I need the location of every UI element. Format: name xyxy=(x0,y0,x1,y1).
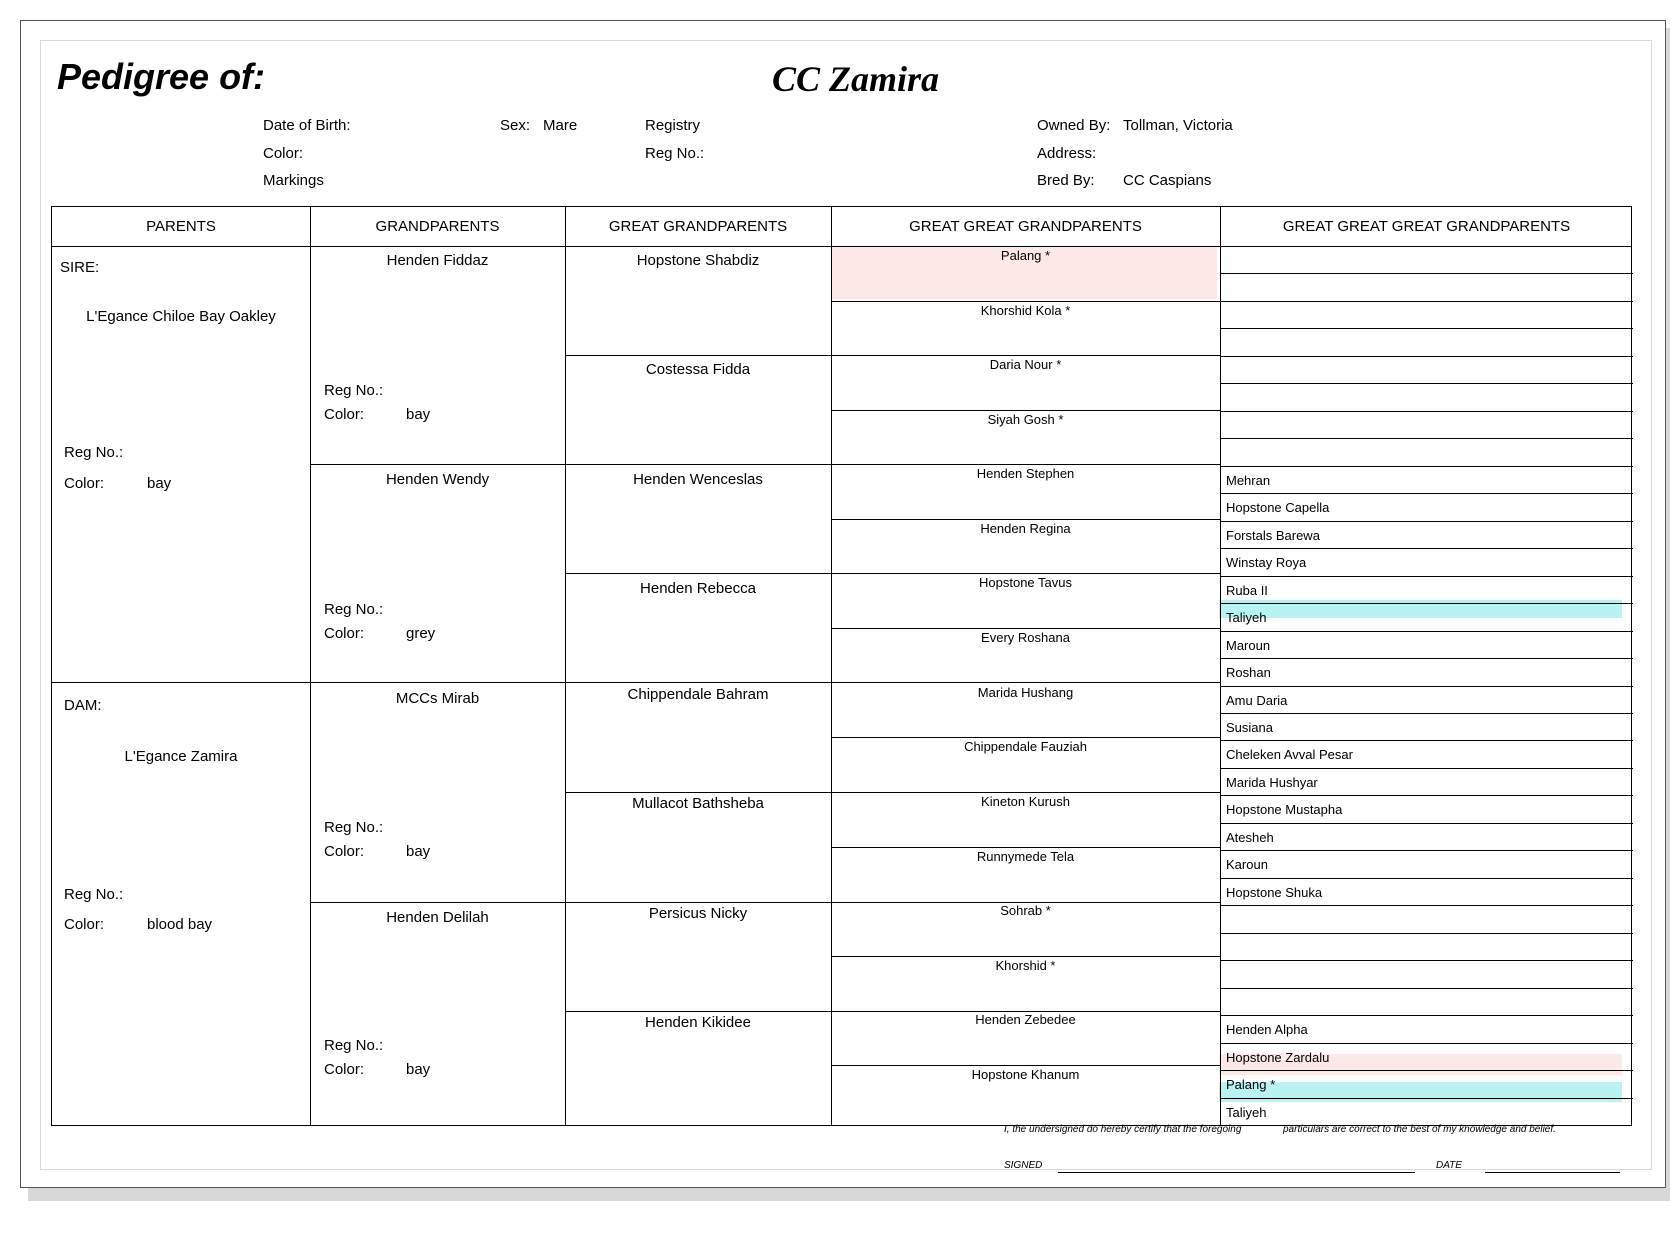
horse-name: CC Zamira xyxy=(772,59,940,99)
great-great-grandparent-name: Henden Regina xyxy=(980,521,1071,536)
row-line-parents xyxy=(52,682,1220,683)
g5-row-line xyxy=(1220,905,1633,906)
col-line-1 xyxy=(310,207,311,1125)
col-header-parents: PARENTS xyxy=(146,218,216,235)
great-great-great-grandparent-name: Palang * xyxy=(1226,1077,1276,1092)
great-great-great-grandparent-name: Maroun xyxy=(1226,638,1271,653)
great-great-great-grandparent-name xyxy=(1220,305,1633,326)
g5-row-line xyxy=(1220,603,1633,604)
grandparent-color-value: bay xyxy=(406,1061,431,1078)
great-great-great-grandparent-name: Hopstone Capella xyxy=(1226,500,1330,515)
g5-row-line xyxy=(1220,850,1633,851)
g5-row-line xyxy=(1220,1043,1633,1044)
markings-label: Markings xyxy=(263,172,324,189)
col-header-great-great-great-grandparents: GREAT GREAT GREAT GRANDPARENTS xyxy=(1282,218,1571,235)
signature-line[interactable] xyxy=(1058,1172,1415,1173)
owned-by-value: Tollman, Victoria xyxy=(1123,117,1233,134)
g5-row-line xyxy=(1220,686,1633,687)
g5-row-line xyxy=(1220,1098,1633,1099)
bred-by-value: CC Caspians xyxy=(1123,172,1212,189)
great-great-great-grandparent-name: Henden Alpha xyxy=(1226,1022,1308,1037)
great-great-great-grandparent-name: Hopstone Shuka xyxy=(1226,885,1323,900)
g5-row-line xyxy=(1220,438,1633,439)
dam-name: L'Egance Zamira xyxy=(124,748,238,765)
great-great-great-grandparent-name: Winstay Roya xyxy=(1226,555,1307,570)
grandparent-name: Henden Wendy xyxy=(385,471,490,488)
great-great-great-grandparent-name: Hopstone Mustapha xyxy=(1226,802,1343,817)
row-line-ggp-5 xyxy=(565,792,1220,793)
great-grandparent-name: Henden Wenceslas xyxy=(633,471,763,488)
sire-regno-label: Reg No.: xyxy=(64,444,124,461)
grandparent-color-value: bay xyxy=(406,843,431,860)
grandparent-name: Henden Delilah xyxy=(386,909,489,926)
row-line-gggp-1 xyxy=(831,301,1220,302)
row-line-gggp-3 xyxy=(831,410,1220,411)
g5-row-line xyxy=(1220,383,1633,384)
grandparent-color-label: Color: xyxy=(324,843,365,860)
row-line-gggp-9 xyxy=(831,737,1220,738)
row-line-gggp-15 xyxy=(831,1065,1220,1066)
col-header-great-grandparents: GREAT GRANDPARENTS xyxy=(608,218,788,235)
row-line-ggp-1 xyxy=(565,355,1220,356)
grandparent-color-value: bay xyxy=(406,406,431,423)
row-line-gggp-11 xyxy=(831,847,1220,848)
dam-color-label: Color: xyxy=(64,916,105,933)
date-line[interactable] xyxy=(1485,1172,1620,1173)
g5-row-line xyxy=(1220,301,1633,302)
pedigree-title-label: Pedigree of: xyxy=(57,56,266,97)
great-great-great-grandparent-name: Taliyeh xyxy=(1226,610,1267,625)
great-great-great-grandparent-name xyxy=(1220,415,1633,436)
great-great-grandparent-name: Hopstone Khanum xyxy=(971,1067,1080,1082)
great-great-great-grandparent-name xyxy=(1220,964,1633,985)
g5-row-line xyxy=(1220,493,1633,494)
great-great-great-grandparent-name xyxy=(1220,250,1633,271)
great-great-grandparent-name: Daria Nour * xyxy=(989,357,1062,372)
col-header-great-great-grandparents: GREAT GREAT GRANDPARENTS xyxy=(909,218,1142,235)
bred-by-label: Bred By: xyxy=(1037,172,1095,189)
great-great-great-grandparent-name xyxy=(1220,360,1633,381)
great-great-great-grandparent-name: Ruba II xyxy=(1226,583,1268,598)
great-great-grandparent-name: Henden Stephen xyxy=(976,466,1075,481)
great-great-great-grandparent-name: Susiana xyxy=(1226,720,1273,735)
great-great-great-grandparent-name: Forstals Barewa xyxy=(1226,528,1320,543)
g5-row-line xyxy=(1220,466,1633,467)
great-great-grandparent-name: Marida Hushang xyxy=(977,685,1074,700)
great-great-great-grandparent-name: Mehran xyxy=(1226,473,1271,488)
great-great-great-grandparent-name: Marida Hushyar xyxy=(1226,775,1318,790)
date-label: DATE xyxy=(1436,1160,1462,1171)
g5-row-line xyxy=(1220,356,1633,357)
grandparent-color-label: Color: xyxy=(324,1061,365,1078)
g5-row-line xyxy=(1220,658,1633,659)
row-line-gggp-7 xyxy=(831,628,1220,629)
g5-row-line xyxy=(1220,988,1633,989)
great-great-great-grandparent-name: Taliyeh xyxy=(1226,1105,1267,1120)
great-grandparent-name: Chippendale Bahram xyxy=(627,686,769,703)
great-great-great-grandparent-name: Amu Daria xyxy=(1226,693,1288,708)
row-line-gggp-5 xyxy=(831,519,1220,520)
row-line-ggp-3 xyxy=(565,573,1220,574)
g5-row-line xyxy=(1220,713,1633,714)
g5-row-line xyxy=(1220,740,1633,741)
g5-row-line xyxy=(1220,548,1633,549)
great-great-great-grandparent-name xyxy=(1220,277,1633,298)
great-great-great-grandparent-name: Atesheh xyxy=(1226,830,1274,845)
g5-row-line xyxy=(1220,933,1633,934)
great-great-grandparent-name: Chippendale Fauziah xyxy=(964,739,1087,754)
great-great-grandparent-name: Runnymede Tela xyxy=(976,849,1075,864)
g5-row-line xyxy=(1220,411,1633,412)
sire-name: L'Egance Chiloe Bay Oakley xyxy=(86,308,276,325)
great-grandparent-name: Hopstone Shabdiz xyxy=(636,252,760,269)
great-great-grandparent-name: Kineton Kurush xyxy=(981,794,1070,809)
great-grandparent-name: Henden Kikidee xyxy=(645,1014,751,1031)
address-label: Address: xyxy=(1037,145,1097,162)
great-grandparent-name: Mullacot Bathsheba xyxy=(632,795,764,812)
great-great-great-grandparent-name: Cheleken Avval Pesar xyxy=(1226,747,1353,762)
great-great-grandparent-name: Hopstone Tavus xyxy=(979,575,1072,590)
signed-label: SIGNED xyxy=(1004,1160,1043,1171)
great-great-grandparent-name: Every Roshana xyxy=(981,630,1070,645)
grandparent-name: Henden Fiddaz xyxy=(386,252,489,269)
g5-row-line xyxy=(1220,273,1633,274)
grandparent-regno-label: Reg No.: xyxy=(324,601,384,618)
g5-row-line xyxy=(1220,960,1633,961)
great-great-great-grandparent-name xyxy=(1220,909,1633,930)
pedigree-table xyxy=(51,206,1632,1126)
dob-label: Date of Birth: xyxy=(263,117,351,134)
g5-row-line xyxy=(1220,576,1633,577)
great-great-great-grandparent-name xyxy=(1220,442,1633,463)
sex-value: Mare xyxy=(543,117,578,134)
great-great-grandparent-name: Sohrab * xyxy=(1000,903,1051,918)
sire-color-value: bay xyxy=(147,475,172,492)
dam-label: DAM: xyxy=(64,697,102,714)
header-row-line xyxy=(52,246,1631,247)
grandparent-regno-label: Reg No.: xyxy=(324,382,384,399)
sire-color-label: Color: xyxy=(64,475,105,492)
grandparent-regno-label: Reg No.: xyxy=(324,819,384,836)
g5-row-line xyxy=(1220,328,1633,329)
grandparent-regno-label: Reg No.: xyxy=(324,1037,384,1054)
great-great-grandparent-name: Palang * xyxy=(1000,248,1051,263)
great-great-grandparent-name: Khorshid * xyxy=(995,958,1056,973)
col-line-3 xyxy=(831,207,832,1125)
g5-row-line xyxy=(1220,878,1633,879)
certification-text-1: I, the undersigned do hereby certify that the foregoing xyxy=(1004,1124,1242,1135)
certification-text-2: particulars are correct to the best of my knowledge and belief. xyxy=(1283,1124,1556,1135)
grandparent-name: MCCs Mirab xyxy=(395,690,480,707)
great-great-grandparent-name: Khorshid Kola * xyxy=(980,303,1071,318)
color-label: Color: xyxy=(263,145,304,162)
great-grandparent-name: Henden Rebecca xyxy=(640,580,756,597)
g5-row-line xyxy=(1220,795,1633,796)
great-great-grandparent-name: Henden Zebedee xyxy=(975,1012,1076,1027)
great-great-great-grandparent-name: Hopstone Zardalu xyxy=(1226,1050,1330,1065)
great-great-great-grandparent-name xyxy=(1220,332,1633,353)
grandparent-color-label: Color: xyxy=(324,625,365,642)
col-line-2 xyxy=(565,207,566,1125)
g5-row-line xyxy=(1220,631,1633,632)
g5-row-line xyxy=(1220,768,1633,769)
grandparent-color-value: grey xyxy=(406,625,436,642)
row-line-gp-1 xyxy=(310,464,1220,465)
great-great-great-grandparent-name xyxy=(1220,937,1633,958)
registry-label: Registry xyxy=(645,117,701,134)
dam-color-value: blood bay xyxy=(147,916,213,933)
row-line-gggp-13 xyxy=(831,956,1220,957)
great-great-great-grandparent-name xyxy=(1220,992,1633,1013)
owned-by-label: Owned By: xyxy=(1037,117,1111,134)
col-header-grandparents: GRANDPARENTS xyxy=(375,218,500,235)
g5-row-line xyxy=(1220,823,1633,824)
sex-label: Sex: xyxy=(500,117,531,134)
g5-row-line xyxy=(1220,1070,1633,1071)
grandparent-color-label: Color: xyxy=(324,406,365,423)
g5-row-line xyxy=(1220,1015,1633,1016)
regno-label: Reg No.: xyxy=(645,145,705,162)
great-great-great-grandparent-name: Roshan xyxy=(1226,665,1271,680)
sire-label: SIRE: xyxy=(60,259,100,276)
great-grandparent-name: Costessa Fidda xyxy=(645,361,751,378)
great-great-great-grandparent-name: Karoun xyxy=(1226,857,1268,872)
great-great-great-grandparent-name xyxy=(1220,387,1633,408)
dam-regno-label: Reg No.: xyxy=(64,886,124,903)
g5-row-line xyxy=(1220,521,1633,522)
great-great-grandparent-name: Siyah Gosh * xyxy=(987,412,1064,427)
great-grandparent-name: Persicus Nicky xyxy=(648,905,748,922)
